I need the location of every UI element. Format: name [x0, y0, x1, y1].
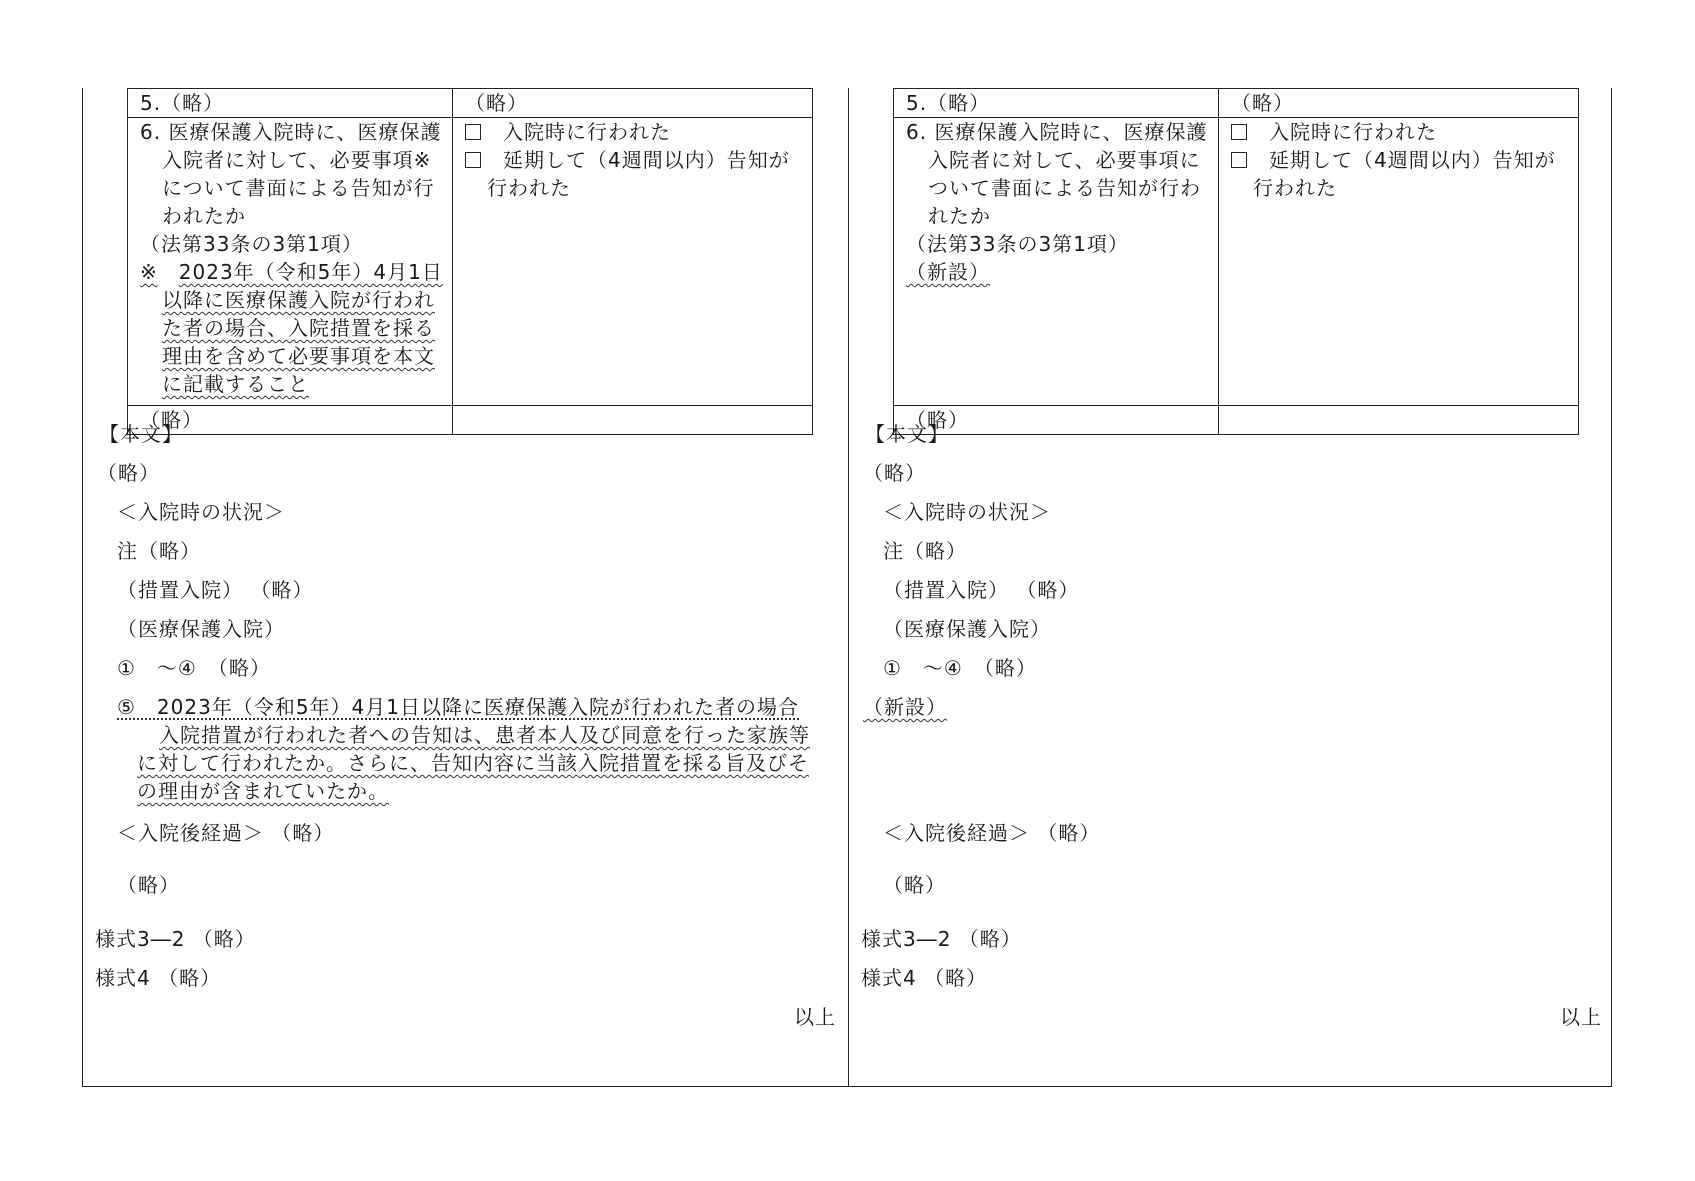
row6-answer-cell [1219, 118, 1579, 406]
note-text: 2023年（令和5年）4月1日以降に医療保護入院が行われた者の場合、入院措置を採る理由を含めて必要事項を本文に記載すること [162, 260, 443, 396]
last-row-item: （略） [894, 406, 1219, 435]
checkbox-label: 延期して（4週間以内）告知が行われた [487, 148, 790, 200]
body-omit-2: （略） [117, 873, 180, 897]
note-mark: ※ [140, 260, 158, 284]
item5-line1: 入院措置が行われた者への告知は、患者本人及び同意を行った家族等 [159, 723, 810, 747]
table-row [128, 89, 813, 118]
row6-item-cell [128, 118, 453, 406]
right-checklist-table [893, 88, 1579, 435]
row6-question: 6. 医療保護入院時に、医療保護入院者に対して、必要事項について書面による告知が行われたか [906, 120, 1208, 228]
item5-paragraph [117, 693, 837, 805]
row6-answer-cell [453, 118, 813, 406]
row5-item: 5.（略） [894, 89, 1219, 118]
table-row [128, 406, 813, 435]
item5-line2-wrap [117, 749, 837, 777]
body-omit-2: （略） [883, 873, 946, 897]
form-3-2: 様式3―2 （略） [861, 927, 1022, 951]
form-3-2: 様式3―2 （略） [95, 927, 256, 951]
table-row [894, 118, 1579, 406]
left-checklist-table [127, 88, 813, 435]
medical-protection-admission: （医療保護入院） [883, 617, 1051, 641]
checkbox-icon [1231, 152, 1247, 168]
row6-law-reference: （法第33条の3第1項） [140, 232, 363, 256]
row5-answer: （略） [1219, 89, 1579, 118]
body-new [863, 693, 947, 721]
checkbox-icon [465, 152, 481, 168]
table-row [894, 406, 1579, 435]
checkbox-icon [1231, 124, 1247, 140]
row6-new-wrap [906, 258, 1210, 286]
row6-new: （新設） [906, 260, 990, 284]
checkbox-option-2 [465, 146, 804, 202]
checkbox-label: 入院時に行われた [503, 120, 671, 144]
item5-title: ⑤ 2023年（令和5年）4月1日以降に医療保護入院が行われた者の場合 [117, 695, 800, 719]
left-column [83, 88, 848, 1087]
right-column [849, 88, 1614, 1087]
body-heading: 【本文】 [99, 422, 183, 446]
checkbox-label: 入院時に行われた [1269, 120, 1437, 144]
note-omit: 注（略） [117, 539, 201, 563]
checkbox-option-2 [1231, 146, 1570, 202]
body-new-text: （新設） [863, 695, 947, 719]
end-mark: 以上 [794, 1005, 836, 1029]
form-4: 様式4 （略） [861, 966, 988, 990]
end-mark: 以上 [1560, 1005, 1602, 1029]
after-admission: ＜入院後経過＞ （略） [117, 821, 335, 845]
checkbox-label: 延期して（4週間以内）告知が行われた [1253, 148, 1556, 200]
row6-item-cell [894, 118, 1219, 406]
last-row-answer [1219, 406, 1579, 435]
note-omit: 注（略） [883, 539, 967, 563]
row6-question: 6. 医療保護入院時に、医療保護入院者に対して、必要事項※について書面による告知が行われたか [140, 120, 442, 228]
measure-admission: （措置入院） （略） [117, 578, 314, 602]
row6-note [140, 258, 444, 398]
row6-law-reference: （法第33条の3第1項） [906, 232, 1129, 256]
comparison-page [82, 88, 1612, 1087]
item5-line3: の理由が含まれていたか。 [137, 779, 389, 803]
checkbox-option-1 [1231, 118, 1570, 146]
checkbox-icon [465, 124, 481, 140]
items-1-4: ① ～④ （略） [117, 656, 271, 680]
body-heading: 【本文】 [865, 422, 949, 446]
checkbox-option-1 [465, 118, 804, 146]
item5-line2: に対して行われたか。さらに、告知内容に当該入院措置を採る旨及びそ [137, 751, 809, 775]
admission-status-heading: ＜入院時の状況＞ [883, 500, 1051, 524]
last-row-answer [453, 406, 813, 435]
row5-item: 5.（略） [128, 89, 453, 118]
items-1-4: ① ～④ （略） [883, 656, 1037, 680]
row5-answer: （略） [453, 89, 813, 118]
medical-protection-admission: （医療保護入院） [117, 617, 285, 641]
item5-line1-wrap [117, 721, 837, 749]
after-admission: ＜入院後経過＞ （略） [883, 821, 1101, 845]
last-row-item: （略） [128, 406, 453, 435]
item5-line3-wrap [117, 777, 837, 805]
body-omit: （略） [97, 461, 160, 485]
table-row [894, 89, 1579, 118]
admission-status-heading: ＜入院時の状況＞ [117, 500, 285, 524]
measure-admission: （措置入院） （略） [883, 578, 1080, 602]
body-omit: （略） [863, 461, 926, 485]
form-4: 様式4 （略） [95, 966, 222, 990]
table-row [128, 118, 813, 406]
